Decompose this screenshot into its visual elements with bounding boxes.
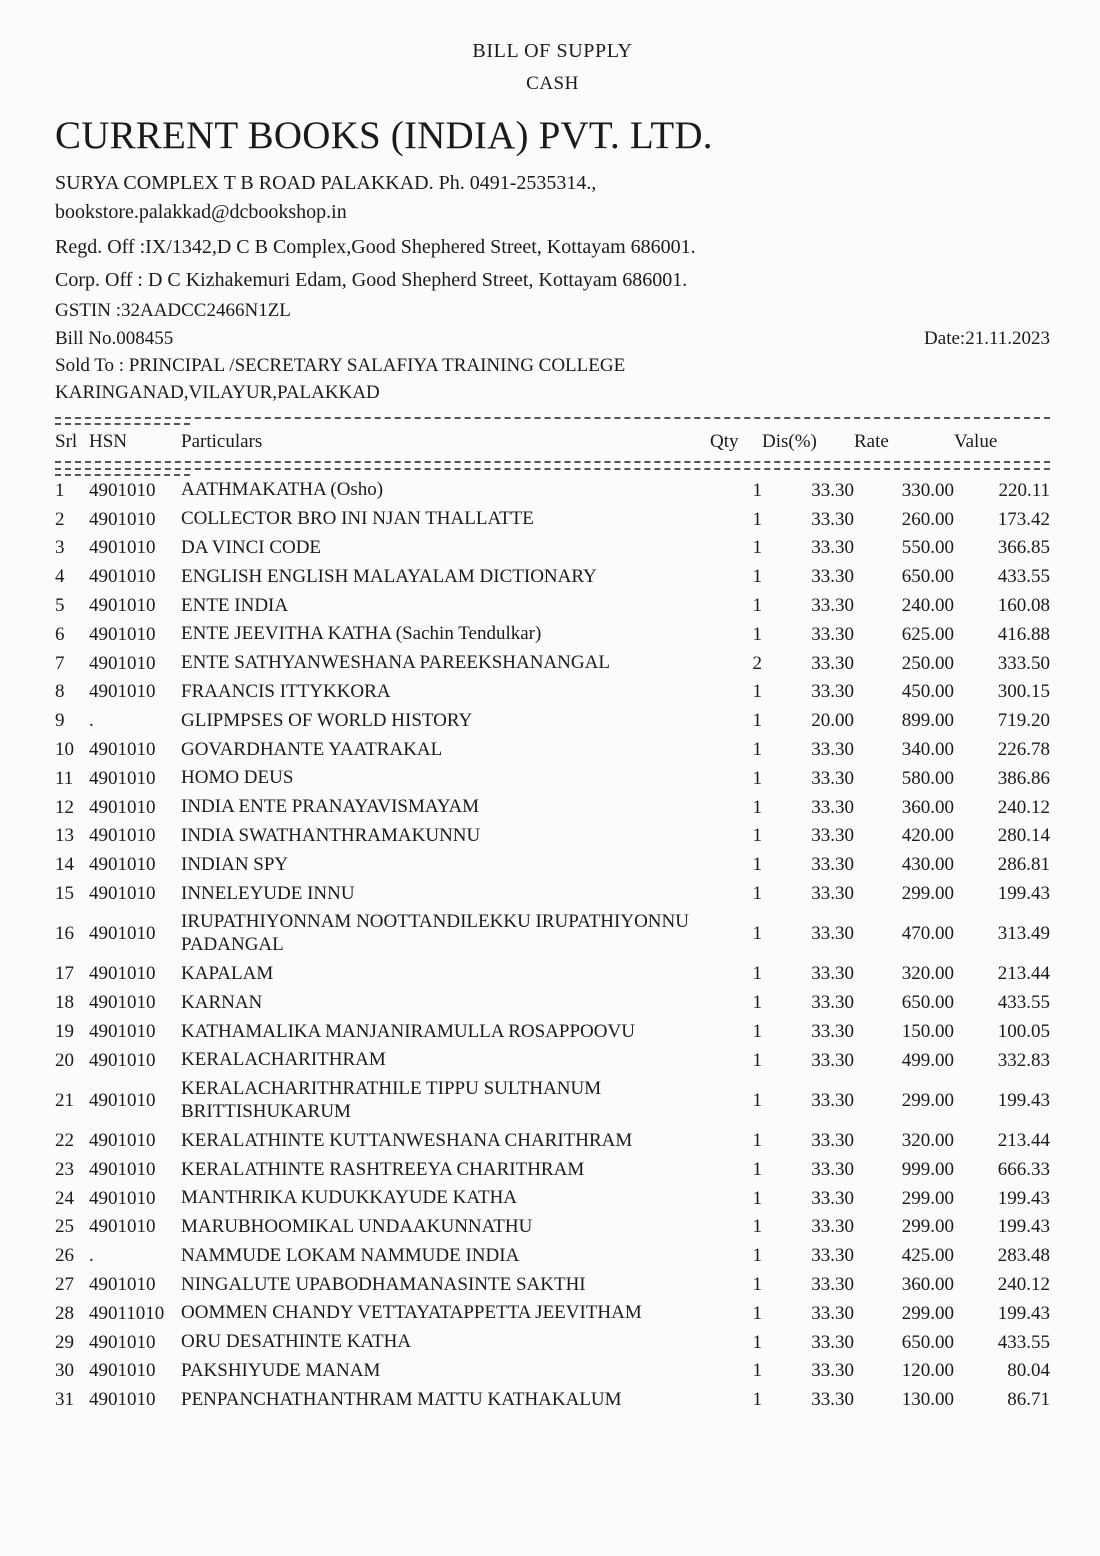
cell-rate: 299.00 [901, 882, 954, 904]
cell-rate: 470.00 [901, 923, 954, 945]
cell-srl: 21 [55, 1089, 74, 1111]
cell-value: 240.12 [997, 1274, 1050, 1296]
column-header-value: Value [954, 431, 998, 453]
registered-office-line: Regd. Off :IX/1342,D C B Complex,Good Shephered Street, Kottayam 686001. [55, 236, 696, 258]
cell-srl: 4 [55, 566, 65, 588]
column-header-hsn: HSN [89, 431, 128, 453]
cell-discount: 33.30 [811, 854, 854, 876]
cell-rate: 650.00 [901, 1331, 954, 1353]
cell-qty: 1 [752, 1187, 762, 1209]
cell-particulars: INDIA SWATHANTHRAMAKUNNU [181, 824, 481, 846]
cell-srl: 31 [55, 1389, 74, 1411]
cell-hsn: . [89, 710, 94, 732]
divider-top [55, 417, 1050, 419]
cell-particulars: INNELEYUDE INNU [181, 882, 355, 904]
cell-particulars: PAKSHIYUDE MANAM [181, 1360, 381, 1382]
cell-value: 213.44 [997, 963, 1050, 985]
cell-discount: 33.30 [811, 1216, 854, 1238]
cell-discount: 33.30 [811, 681, 854, 703]
cell-hsn: 4901010 [89, 652, 156, 674]
cell-qty: 1 [752, 1216, 762, 1238]
cell-rate: 430.00 [901, 854, 954, 876]
cell-rate: 625.00 [901, 623, 954, 645]
cell-particulars: PENPANCHATHANTHRAM MATTU KATHAKALUM [181, 1388, 622, 1410]
cell-qty: 1 [752, 710, 762, 732]
cell-rate: 999.00 [901, 1158, 954, 1180]
shop-email: bookstore.palakkad@dcbookshop.in [55, 201, 347, 223]
cell-value: 199.43 [997, 1089, 1050, 1111]
column-header-qty: Qty [710, 431, 739, 453]
cell-qty: 1 [752, 1389, 762, 1411]
cell-qty: 1 [752, 1302, 762, 1324]
cell-srl: 26 [55, 1245, 74, 1267]
table-row [55, 1242, 1050, 1271]
table-row [55, 1075, 1050, 1127]
cell-qty: 1 [752, 594, 762, 616]
cell-qty: 1 [752, 796, 762, 818]
cell-value: 199.43 [997, 882, 1050, 904]
cell-discount: 33.30 [811, 1089, 854, 1111]
cell-particulars: COLLECTOR BRO INI NJAN THALLATTE [181, 508, 534, 530]
table-row [55, 764, 1050, 793]
shop-address-block [55, 170, 1050, 226]
table-row [55, 1156, 1050, 1185]
cell-particulars: GOVARDHANTE YAATRAKAL [181, 738, 443, 760]
column-header-srl: Srl [55, 431, 78, 453]
column-header-particulars: Particulars [181, 431, 263, 453]
cell-hsn: 4901010 [89, 923, 156, 945]
cell-value: 719.20 [997, 710, 1050, 732]
bill-meta-row [55, 328, 1050, 350]
cell-hsn: 4901010 [89, 963, 156, 985]
cell-particulars: KERALATHINTE KUTTANWESHANA CHARITHRAM [181, 1129, 633, 1151]
table-row [55, 908, 1050, 960]
cell-value: 199.43 [997, 1216, 1050, 1238]
table-row [55, 592, 1050, 621]
cell-value: 100.05 [997, 1020, 1050, 1042]
cell-particulars: MANTHRIKA KUDUKKAYUDE KATHA [181, 1187, 518, 1209]
cell-value: 300.15 [997, 681, 1050, 703]
cell-discount: 33.30 [811, 1389, 854, 1411]
cell-hsn: 4901010 [89, 882, 156, 904]
cell-value: 313.49 [997, 923, 1050, 945]
cell-hsn: 4901010 [89, 854, 156, 876]
cell-qty: 1 [752, 963, 762, 985]
table-row [55, 1299, 1050, 1328]
cell-hsn: 4901010 [89, 767, 156, 789]
cell-particulars: KATHAMALIKA MANJANIRAMULLA ROSAPPOOVU [181, 1020, 635, 1042]
table-row [55, 1213, 1050, 1242]
cell-particulars: NAMMUDE LOKAM NAMMUDE INDIA [181, 1244, 520, 1266]
table-row [55, 534, 1050, 563]
cell-srl: 10 [55, 738, 74, 760]
cell-hsn: 4901010 [89, 1389, 156, 1411]
company-name: CURRENT BOOKS (INDIA) PVT. LTD. [55, 114, 713, 157]
cell-srl: 22 [55, 1130, 74, 1152]
table-row [55, 880, 1050, 909]
cell-hsn: 4901010 [89, 1274, 156, 1296]
cell-qty: 1 [752, 1130, 762, 1152]
cell-rate: 899.00 [901, 710, 954, 732]
cell-particulars: HOMO DEUS [181, 767, 294, 789]
table-row [55, 1328, 1050, 1357]
cell-hsn: 4901010 [89, 623, 156, 645]
document-title: BILL OF SUPPLY [472, 40, 633, 62]
divider-header-2 [55, 468, 1050, 470]
cell-rate: 650.00 [901, 992, 954, 1014]
cell-rate: 330.00 [901, 479, 954, 501]
cell-value: 332.83 [997, 1049, 1050, 1071]
cell-discount: 33.30 [811, 1158, 854, 1180]
cell-hsn: 4901010 [89, 796, 156, 818]
cell-discount: 33.30 [811, 1331, 854, 1353]
cell-value: 80.04 [1007, 1360, 1050, 1382]
cell-discount: 33.30 [811, 796, 854, 818]
cell-srl: 7 [55, 652, 65, 674]
cell-discount: 33.30 [811, 1245, 854, 1267]
cell-hsn: 4901010 [89, 681, 156, 703]
cell-value: 286.81 [997, 854, 1050, 876]
cell-qty: 1 [752, 1360, 762, 1382]
cell-rate: 299.00 [901, 1302, 954, 1324]
cell-rate: 130.00 [901, 1389, 954, 1411]
sold-to-line2: KARINGANAD,VILAYUR,PALAKKAD [55, 381, 380, 403]
cell-hsn: 4901010 [89, 1216, 156, 1238]
cell-srl: 18 [55, 992, 74, 1014]
cell-qty: 1 [752, 508, 762, 530]
cell-rate: 150.00 [901, 1020, 954, 1042]
cell-qty: 1 [752, 566, 762, 588]
cell-discount: 33.30 [811, 825, 854, 847]
cell-hsn: 4901010 [89, 1331, 156, 1353]
table-row [55, 1386, 1050, 1415]
cell-hsn: 4901010 [89, 825, 156, 847]
table-row [55, 1046, 1050, 1075]
cell-discount: 33.30 [811, 767, 854, 789]
invoice-content [55, 40, 1050, 1415]
column-header-rate: Rate [854, 431, 889, 453]
cell-qty: 1 [752, 1274, 762, 1296]
cell-srl: 6 [55, 623, 65, 645]
cell-rate: 299.00 [901, 1216, 954, 1238]
cell-srl: 15 [55, 882, 74, 904]
cell-rate: 340.00 [901, 738, 954, 760]
cell-rate: 299.00 [901, 1089, 954, 1111]
cell-rate: 120.00 [901, 1360, 954, 1382]
cell-qty: 1 [752, 882, 762, 904]
cell-discount: 33.30 [811, 1020, 854, 1042]
cell-particulars: ORU DESATHINTE KATHA [181, 1331, 412, 1353]
cell-qty: 1 [752, 681, 762, 703]
cell-particulars: KERALACHARITHRATHILE TIPPU SULTHANUM BRITTISHUKARUM [181, 1078, 602, 1122]
cell-qty: 1 [752, 767, 762, 789]
cell-discount: 33.30 [811, 882, 854, 904]
divider-header-1 [55, 461, 1050, 463]
cell-discount: 33.30 [811, 652, 854, 674]
cell-hsn: 4901010 [89, 738, 156, 760]
cell-hsn: 4901010 [89, 479, 156, 501]
cell-rate: 425.00 [901, 1245, 954, 1267]
cell-rate: 499.00 [901, 1049, 954, 1071]
cell-particulars: DA VINCI CODE [181, 536, 322, 558]
cell-discount: 33.30 [811, 738, 854, 760]
cell-discount: 33.30 [811, 594, 854, 616]
shop-address-line: SURYA COMPLEX T B ROAD PALAKKAD. Ph. 0491-2535314., [55, 172, 597, 194]
cell-hsn: . [89, 1245, 94, 1267]
table-row [55, 736, 1050, 765]
cell-value: 386.86 [997, 767, 1050, 789]
cell-particulars: OOMMEN CHANDY VETTAYATAPPETTA JEEVITHAM [181, 1302, 642, 1324]
table-row [55, 476, 1050, 505]
cell-srl: 5 [55, 594, 65, 616]
cell-rate: 320.00 [901, 1130, 954, 1152]
cell-rate: 550.00 [901, 537, 954, 559]
cell-discount: 33.30 [811, 963, 854, 985]
table-row [55, 1271, 1050, 1300]
cell-srl: 9 [55, 710, 65, 732]
cell-hsn: 4901010 [89, 1360, 156, 1382]
cell-srl: 24 [55, 1187, 74, 1209]
cell-value: 433.55 [997, 566, 1050, 588]
cell-particulars: FRAANCIS ITTYKKORA [181, 680, 391, 702]
cell-qty: 2 [752, 652, 762, 674]
cell-srl: 23 [55, 1158, 74, 1180]
cell-discount: 33.30 [811, 1049, 854, 1071]
cell-particulars: MARUBHOOMIKAL UNDAAKUNNATHU [181, 1216, 533, 1238]
cell-qty: 1 [752, 1089, 762, 1111]
cell-discount: 33.30 [811, 1187, 854, 1209]
cell-hsn: 4901010 [89, 992, 156, 1014]
cell-value: 433.55 [997, 1331, 1050, 1353]
cell-rate: 650.00 [901, 566, 954, 588]
cell-srl: 1 [55, 479, 65, 501]
cell-rate: 250.00 [901, 652, 954, 674]
cell-value: 199.43 [997, 1302, 1050, 1324]
table-row [55, 960, 1050, 989]
cell-discount: 33.30 [811, 1360, 854, 1382]
cell-srl: 28 [55, 1302, 74, 1324]
table-row [55, 563, 1050, 592]
cell-srl: 2 [55, 508, 65, 530]
cell-particulars: KERALATHINTE RASHTREEYA CHARITHRAM [181, 1158, 585, 1180]
cell-srl: 14 [55, 854, 74, 876]
cell-rate: 360.00 [901, 1274, 954, 1296]
cell-hsn: 4901010 [89, 1020, 156, 1042]
cell-particulars: INDIA ENTE PRANAYAVISMAYAM [181, 796, 480, 818]
cell-qty: 1 [752, 1245, 762, 1267]
cell-rate: 260.00 [901, 508, 954, 530]
column-header-discount: Dis(%) [762, 431, 817, 453]
cell-srl: 20 [55, 1049, 74, 1071]
cell-hsn: 4901010 [89, 508, 156, 530]
cell-discount: 33.30 [811, 923, 854, 945]
cell-hsn: 4901010 [89, 1089, 156, 1111]
cell-hsn: 49011010 [89, 1302, 165, 1324]
table-row [55, 1184, 1050, 1213]
cell-qty: 1 [752, 1158, 762, 1180]
table-header-row [55, 425, 1050, 459]
cell-srl: 16 [55, 923, 74, 945]
table-row [55, 793, 1050, 822]
cell-rate: 360.00 [901, 796, 954, 818]
cell-discount: 33.30 [811, 479, 854, 501]
cell-particulars: ENTE INDIA [181, 594, 289, 616]
items-table [55, 425, 1050, 459]
cell-value: 86.71 [1007, 1389, 1050, 1411]
cell-value: 160.08 [997, 594, 1050, 616]
cell-srl: 25 [55, 1216, 74, 1238]
bill-number: Bill No.008455 [55, 328, 174, 349]
cell-discount: 33.30 [811, 1302, 854, 1324]
cell-particulars: GLIPMPSES OF WORLD HISTORY [181, 709, 473, 731]
cell-srl: 11 [55, 767, 74, 789]
cell-discount: 33.30 [811, 537, 854, 559]
cell-hsn: 4901010 [89, 1187, 156, 1209]
items-table-body [55, 476, 1050, 1414]
table-row [55, 851, 1050, 880]
cell-srl: 27 [55, 1274, 74, 1296]
cell-qty: 1 [752, 923, 762, 945]
table-row [55, 505, 1050, 534]
cell-qty: 1 [752, 1020, 762, 1042]
cell-hsn: 4901010 [89, 1130, 156, 1152]
cell-value: 416.88 [997, 623, 1050, 645]
cell-value: 280.14 [997, 825, 1050, 847]
cell-particulars: AATHMAKATHA (Osho) [181, 479, 384, 501]
cell-srl: 17 [55, 963, 74, 985]
cell-discount: 33.30 [811, 992, 854, 1014]
cell-qty: 1 [752, 854, 762, 876]
cell-hsn: 4901010 [89, 594, 156, 616]
cell-qty: 1 [752, 537, 762, 559]
cell-qty: 1 [752, 825, 762, 847]
cell-qty: 1 [752, 623, 762, 645]
cell-hsn: 4901010 [89, 566, 156, 588]
cell-rate: 240.00 [901, 594, 954, 616]
cell-qty: 1 [752, 992, 762, 1014]
cell-particulars: NINGALUTE UPABODHAMANASINTE SAKTHI [181, 1273, 586, 1295]
cell-particulars: IRUPATHIYONNAM NOOTTANDILEKKU IRUPATHIYONNU PADANGAL [181, 911, 689, 956]
cell-value: 433.55 [997, 992, 1050, 1014]
cell-value: 173.42 [997, 508, 1050, 530]
cell-rate: 450.00 [901, 681, 954, 703]
table-row [55, 620, 1050, 649]
cell-rate: 299.00 [901, 1187, 954, 1209]
gstin-line: GSTIN :32AADCC2466N1ZL [55, 300, 291, 321]
table-row [55, 1018, 1050, 1047]
cell-value: 213.44 [997, 1130, 1050, 1152]
table-row [55, 707, 1050, 736]
cell-rate: 420.00 [901, 825, 954, 847]
table-row [55, 649, 1050, 678]
cell-value: 666.33 [997, 1158, 1050, 1180]
cell-hsn: 4901010 [89, 1158, 156, 1180]
cell-hsn: 4901010 [89, 537, 156, 559]
cell-qty: 1 [752, 479, 762, 501]
table-row [55, 822, 1050, 851]
cell-qty: 1 [752, 1331, 762, 1353]
cell-qty: 1 [752, 738, 762, 760]
cell-value: 220.11 [998, 479, 1050, 501]
cell-discount: 20.00 [811, 710, 854, 732]
table-row [55, 678, 1050, 707]
cell-discount: 33.30 [811, 1130, 854, 1152]
cell-particulars: ENGLISH ENGLISH MALAYALAM DICTIONARY [181, 565, 597, 587]
cell-value: 283.48 [997, 1245, 1050, 1267]
cell-srl: 3 [55, 537, 65, 559]
table-row [55, 1127, 1050, 1156]
cell-particulars: ENTE JEEVITHA KATHA (Sachin Tendulkar) [181, 623, 542, 645]
table-row [55, 1357, 1050, 1386]
cell-qty: 1 [752, 1049, 762, 1071]
cell-discount: 33.30 [811, 623, 854, 645]
cell-discount: 33.30 [811, 1274, 854, 1296]
cell-srl: 13 [55, 825, 74, 847]
cell-particulars: KERALACHARITHRAM [181, 1049, 386, 1071]
cell-value: 240.12 [997, 796, 1050, 818]
cell-value: 199.43 [997, 1187, 1050, 1209]
cell-srl: 8 [55, 681, 65, 703]
table-row [55, 989, 1050, 1018]
cell-srl: 19 [55, 1020, 74, 1042]
cell-rate: 580.00 [901, 767, 954, 789]
cell-srl: 30 [55, 1360, 74, 1382]
cell-rate: 320.00 [901, 963, 954, 985]
cell-hsn: 4901010 [89, 1049, 156, 1071]
cell-discount: 33.30 [811, 566, 854, 588]
sold-to-line1: Sold To : PRINCIPAL /SECRETARY SALAFIYA TRAINING COLLEGE [55, 355, 626, 376]
corporate-office-line: Corp. Off : D C Kizhakemuri Edam, Good Shepherd Street, Kottayam 686001. [55, 269, 688, 291]
cell-particulars: ENTE SATHYANWESHANA PAREEKSHANANGAL [181, 652, 610, 674]
cell-particulars: INDIAN SPY [181, 853, 289, 875]
cell-value: 226.78 [997, 738, 1050, 760]
cell-particulars: KARNAN [181, 991, 263, 1013]
bill-date: Date:21.11.2023 [924, 328, 1050, 349]
cell-srl: 12 [55, 796, 74, 818]
cell-particulars: KAPALAM [181, 962, 274, 984]
cell-value: 366.85 [997, 537, 1050, 559]
cell-srl: 29 [55, 1331, 74, 1353]
cell-value: 333.50 [997, 652, 1050, 674]
payment-mode-label: CASH [526, 73, 579, 94]
cell-discount: 33.30 [811, 508, 854, 530]
